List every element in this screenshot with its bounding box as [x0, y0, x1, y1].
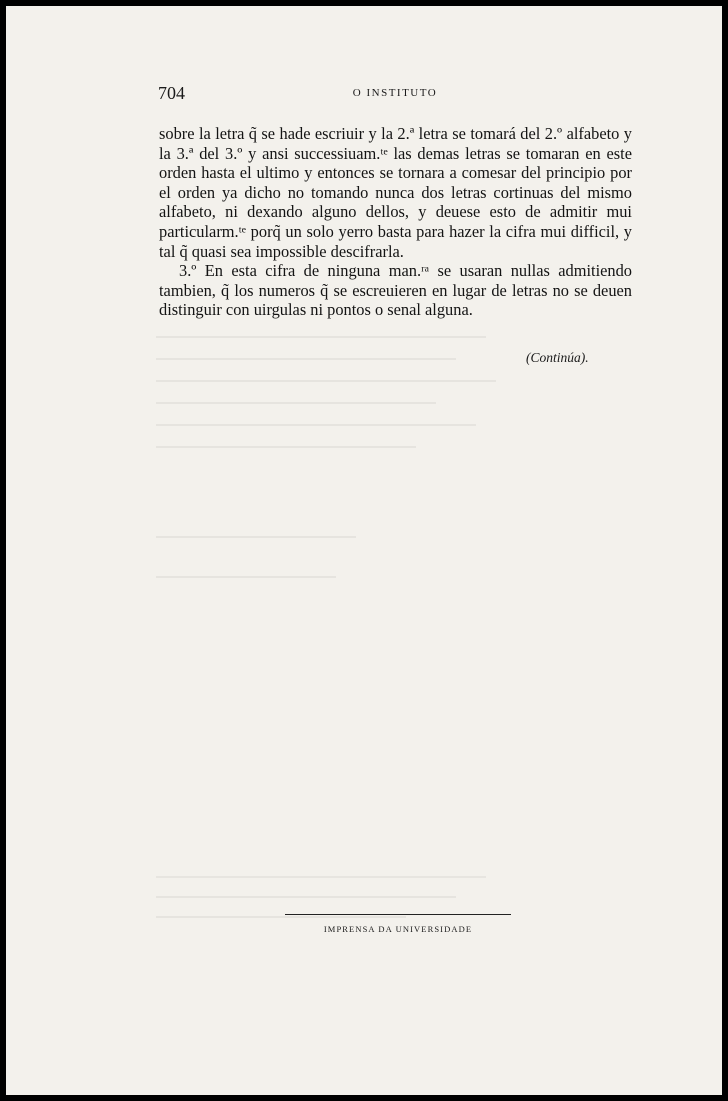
- footer-rule: [285, 914, 511, 915]
- paragraph: 3.º En esta cifra de ninguna man.ʳᵃ se usaran nullas admitiendo tambien, q̃ los numeros q̃ se escreuieren en lugar de letras no se deuen distinguir con uirgulas ni pontos o senal alguna.: [159, 261, 632, 320]
- page-number: 704: [158, 83, 185, 103]
- continuation-note: (Continúa).: [526, 350, 589, 365]
- imprint: IMPRENSA DA UNIVERSIDADE: [323, 924, 473, 934]
- page: [6, 6, 722, 1095]
- show-through-text: [156, 336, 516, 956]
- body-text: [159, 124, 632, 320]
- running-head: O INSTITUTO: [352, 87, 438, 99]
- page-header: [158, 83, 632, 105]
- paragraph: sobre la letra q̃ se hade escriuir y la 2.ª letra se tomará del 2.º alfabeto y la 3.ª del 3.º y ansi successiuam.ᵗᵉ las demas letras se tomaran en este orden hasta el ultimo y entonces se tornara a comesar del principio por el orden ya dicho no tomando nunca dos letras cortinuas del mismo alfabeto, ni dexando alguno dellos, y deuese esto de admitir mui particularm.ᵗᵉ porq̃ un solo yerro basta para hazer la cifra mui difficil, y tal q̃ quasi sea impossible descifrarla.: [159, 124, 632, 261]
